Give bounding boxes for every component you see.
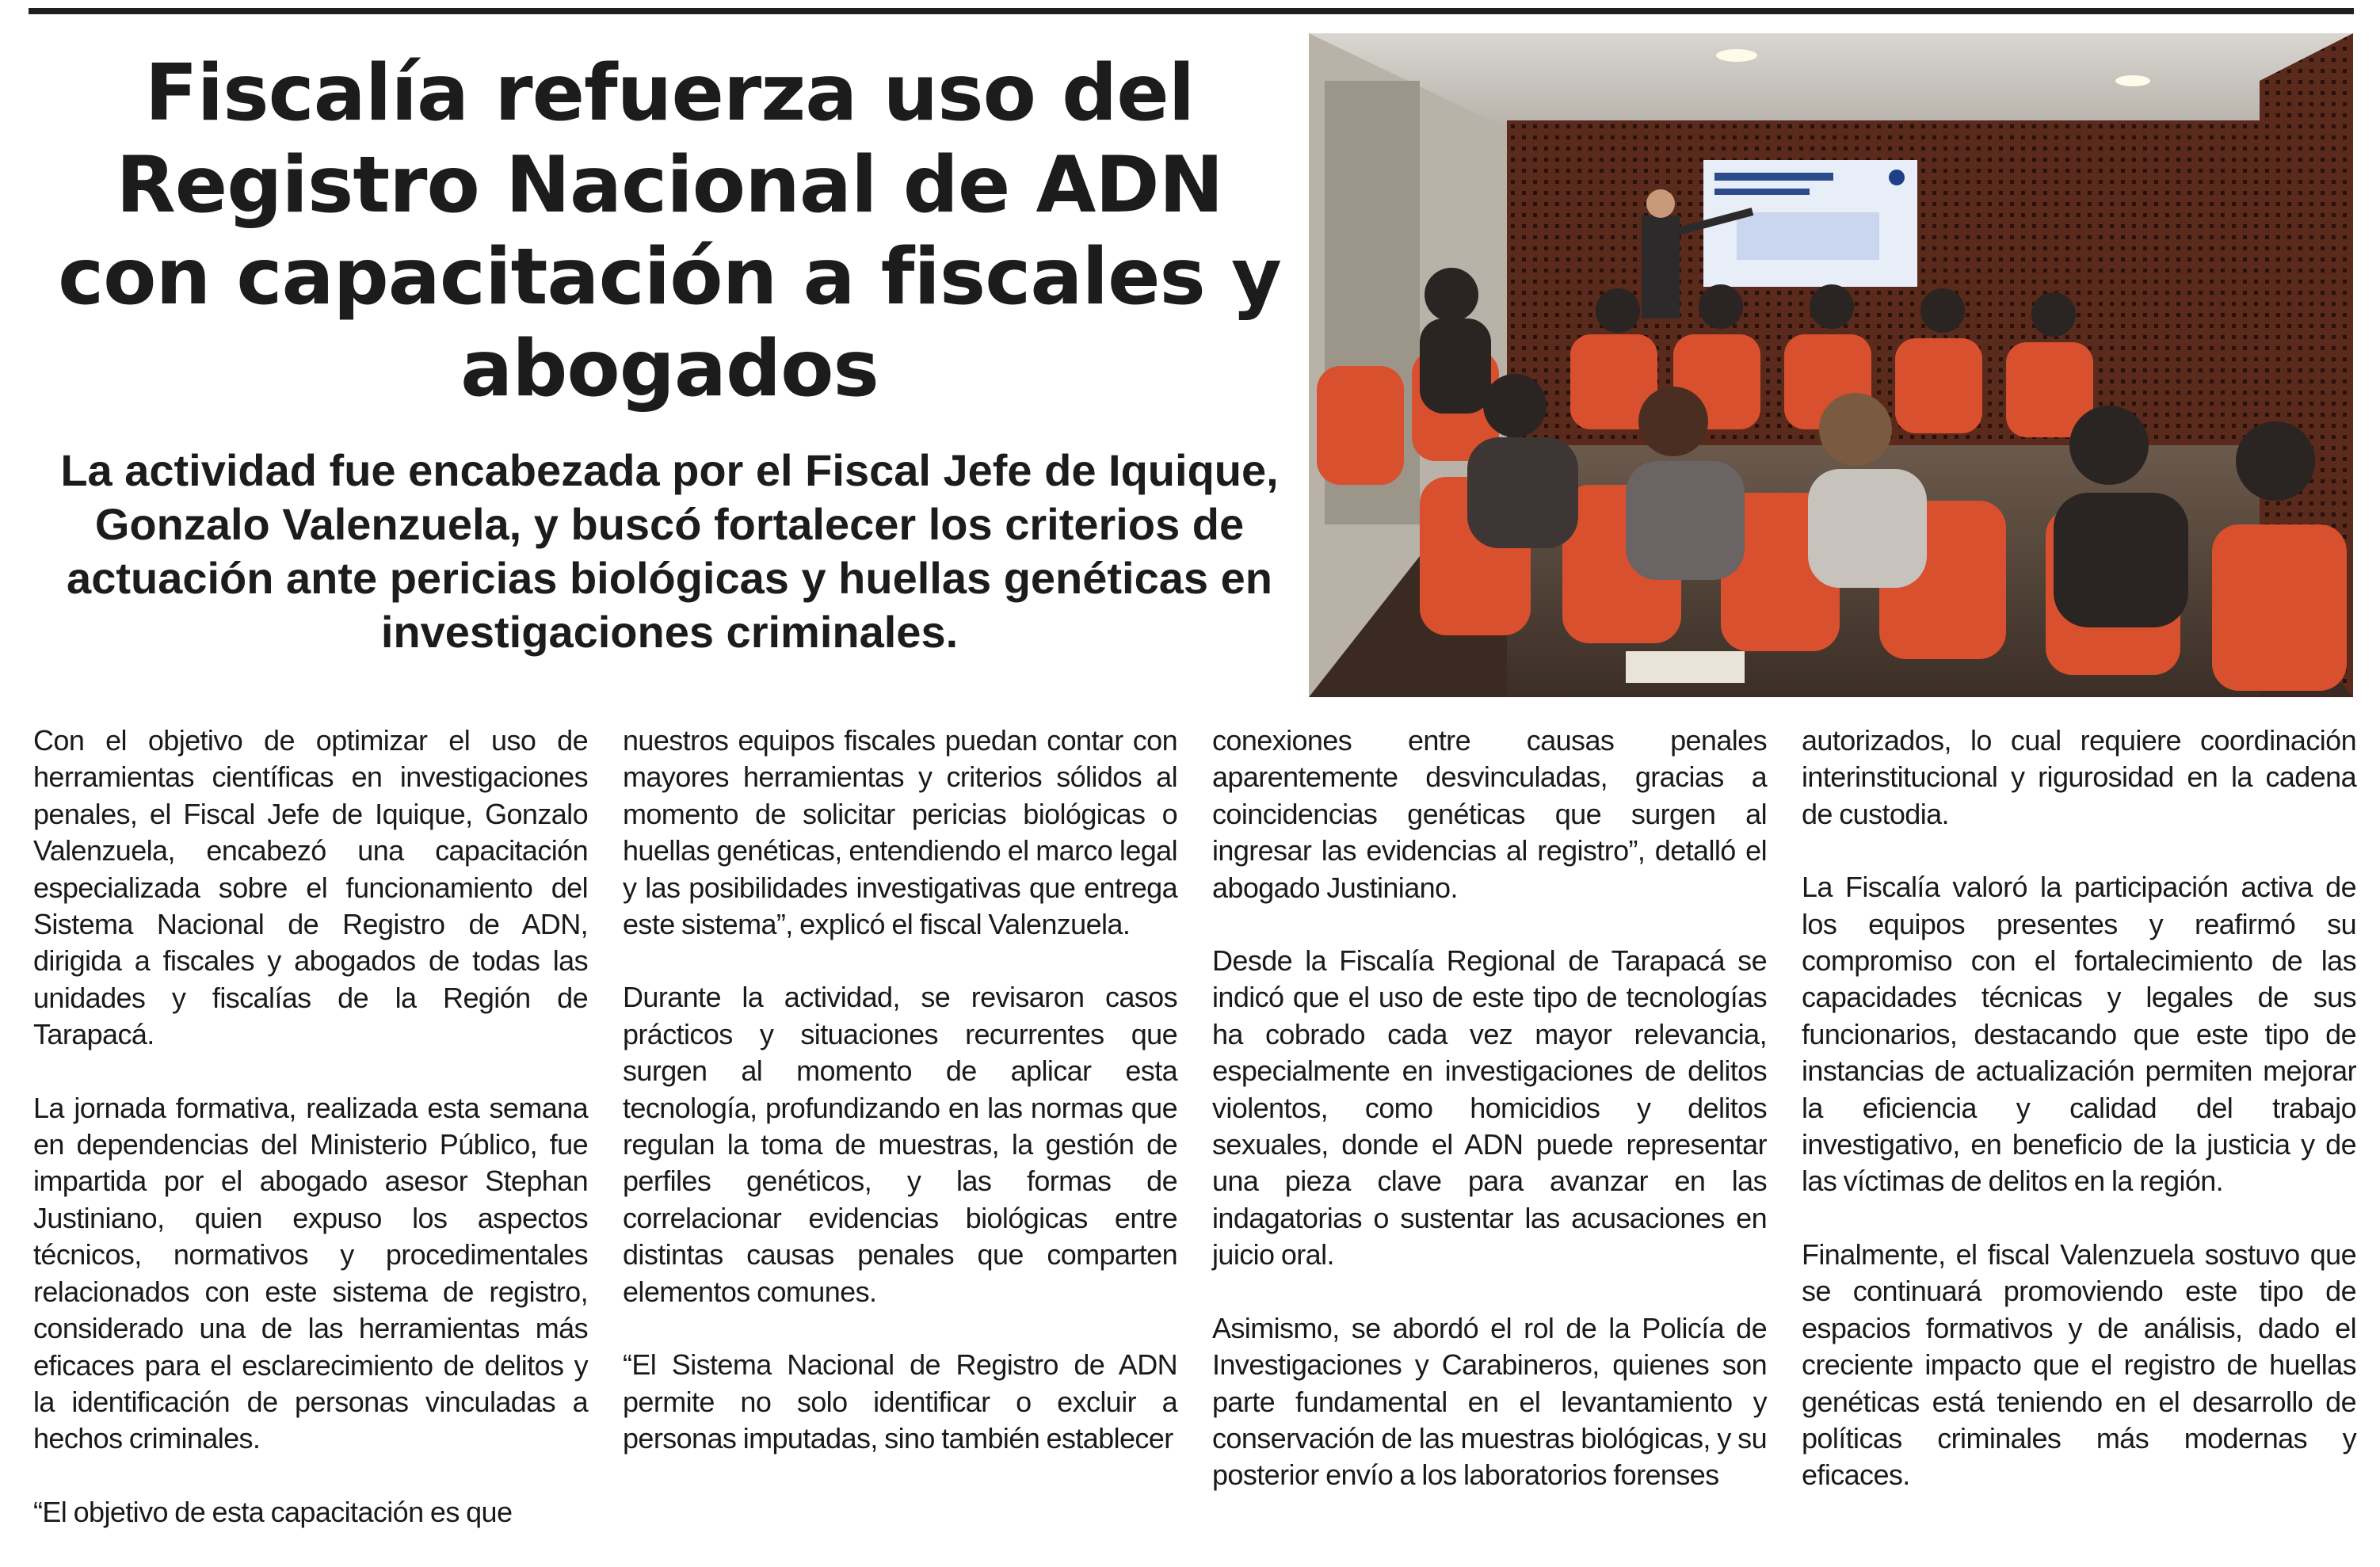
paragraph: “El Sistema Nacional de Registro de ADN permite no solo identificar o excluir a personas imputadas, sino también establecer: [623, 1348, 1177, 1455]
article-headline: Fiscalía refuerza uso del Registro Nacional de ADN con capacitación a fiscales y abogados: [58, 48, 1281, 414]
paragraph: Finalmente, el fiscal Valenzuela sostuvo que se continuará promoviendo este tipo de espacios formativos y de análisis, dado el creciente impacto que el registro de huellas genéticas está teniendo en el desarrollo de políticas criminales más modernas y eficaces.: [1802, 1237, 2356, 1492]
article-column-2: [623, 722, 1177, 1493]
paragraph: Desde la Fiscalía Regional de Tarapacá se indicó que el uso de este tipo de tecnologías ha cobrado cada vez mayor relevancia, especialmente en investigaciones de delitos violentos, como homicidios y delitos sexuales, donde el ADN puede representar una pieza clave para avanzar en las indagatorias o sustentar las acusaciones en juicio oral.: [1212, 944, 1767, 1272]
paragraph: Asimismo, se abordó el rol de la Policía de Investigaciones y Carabineros, quienes son parte fundamental en el levantamiento y conservación de las muestras biológicas, y su posterior envío a los laboratorios forenses: [1212, 1311, 1767, 1492]
paragraph: La jornada formativa, realizada esta semana en dependencias del Ministerio Público, fue impartida por el abogado asesor Stephan Justiniano, quien expuso los aspectos técnicos, normativos y procedimentales relacionados con este sistema de registro, considerado una de las herramientas más eficaces para el esclarecimiento de delitos y la identificación de personas vinculadas a hechos criminales.: [33, 1091, 588, 1455]
article-column-4: [1802, 722, 2356, 1531]
article-photo: [1309, 33, 2353, 697]
article-subheadline: La actividad fue encabezada por el Fiscal Jefe de Iquique, Gonzalo Valenzuela, y buscó fortalecer los criterios de actuación ante pericias biológicas y huellas genéticas en investigaciones criminales.: [60, 445, 1279, 657]
paragraph: “El objetivo de esta capacitación es que: [33, 1495, 513, 1528]
paragraph: nuestros equipos fiscales puedan contar con mayores herramientas y criterios sólidos al momento de solicitar pericias biológicas o huellas genéticas, entendiendo el marco legal y las posibilidades investigativas que entrega este sistema”, explicó el fiscal Valenzuela.: [623, 724, 1177, 941]
paragraph: Durante la actividad, se revisaron casos prácticos y situaciones recurrentes que surgen al momento de aplicar esta tecnología, profundizando en las normas que regulan la toma de muestras, la gestión de perfiles genéticos, y las formas de correlacionar evidencias biológicas entre distintas causas penales que comparten elementos comunes.: [623, 981, 1177, 1308]
top-rule: [29, 8, 2354, 14]
article-column-3: [1212, 722, 1767, 1531]
article-column-1: [33, 722, 588, 1567]
paragraph: La Fiscalía valoró la participación activa de los equipos presentes y reafirmó su compromiso con el fortalecimiento de las capacidades técnicas y legales de sus funcionarios, destacando que este tipo de instancias de actualización permiten mejorar la eficiencia y calidad del trabajo investigativo, en beneficio de la justicia y de las víctimas de delitos en la región.: [1802, 871, 2356, 1198]
paragraph: conexiones entre causas penales aparentemente desvinculadas, gracias a coincidencias genéticas que surgen al ingresar las evidencias al registro”, detalló el abogado Justiniano.: [1212, 724, 1767, 904]
paragraph: Con el objetivo de optimizar el uso de herramientas científicas en investigaciones penales, el Fiscal Jefe de Iquique, Gonzalo Valenzuela, encabezó una capacitación especializada sobre el funcionamiento del Sistema Nacional de Registro de ADN, dirigida a fiscales y abogados de todas las unidades y fiscalías de la Región de Tarapacá.: [33, 724, 588, 1051]
paragraph: autorizados, lo cual requiere coordinación interinstitucional y rigurosidad en la cadena de custodia.: [1802, 724, 2356, 830]
